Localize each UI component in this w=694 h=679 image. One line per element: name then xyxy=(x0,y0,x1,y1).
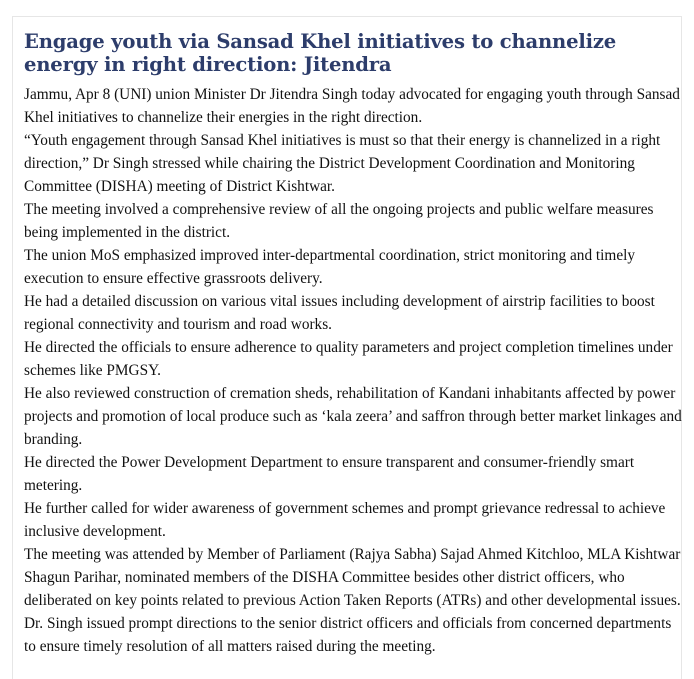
article-paragraph: Dr. Singh issued prompt directions to the senior district officers and officials from concerned departments to ensure timely resolution of all matters raised during the meeting. xyxy=(24,615,672,655)
article-paragraph: The union MoS emphasized improved inter-departmental coordination, strict monitoring and timely execution to ensure effective grassroots delivery. xyxy=(24,247,636,287)
article-paragraph: Jammu, Apr 8 (UNI) union Minister Dr Jitendra Singh today advocated for engaging youth through Sansad Khel initiatives to channelize their energies in the right direction. xyxy=(24,86,680,126)
article-paragraph: He directed the Power Development Department to ensure transparent and consumer-friendly smart metering. xyxy=(24,454,635,494)
article-paragraph: The meeting involved a comprehensive review of all the ongoing projects and public welfare measures being implemented in the district. xyxy=(24,201,654,241)
article-paragraph: “Youth engagement through Sansad Khel initiatives is must so that their energy is channelized in a right direction,” Dr Singh stressed while chairing the District Development Coordination and Monitoring Committee (DISHA) meeting of District Kishtwar. xyxy=(24,132,661,195)
article-headline: Engage youth via Sansad Khel initiatives to channelize energy in right direction: Jitendra xyxy=(24,30,617,76)
article-paragraph: The meeting was attended by Member of Parliament (Rajya Sabha) Sajad Ahmed Kitchloo, MLA Kishtwar Shagun Parihar, nominated members of the DISHA Committee besides other district officers, who deliberated on key points related to previous Action Taken Reports (ATRs) and other developmental issues. xyxy=(24,546,681,609)
article-paragraph: He further called for wider awareness of government schemes and prompt grievance redressal to achieve inclusive development. xyxy=(24,500,666,540)
article-paragraph: He had a detailed discussion on various vital issues including development of airstrip facilities to boost regional connectivity and tourism and road works. xyxy=(24,293,655,333)
article-paragraph: He directed the officials to ensure adherence to quality parameters and project completion timelines under schemes like PMGSY. xyxy=(24,339,673,379)
article-paragraph: He also reviewed construction of cremation sheds, rehabilitation of Kandani inhabitants affected by power projects and promotion of local produce such as ‘kala zeera’ and saffron through better market linkages and branding. xyxy=(24,385,682,448)
news-article xyxy=(24,30,684,658)
